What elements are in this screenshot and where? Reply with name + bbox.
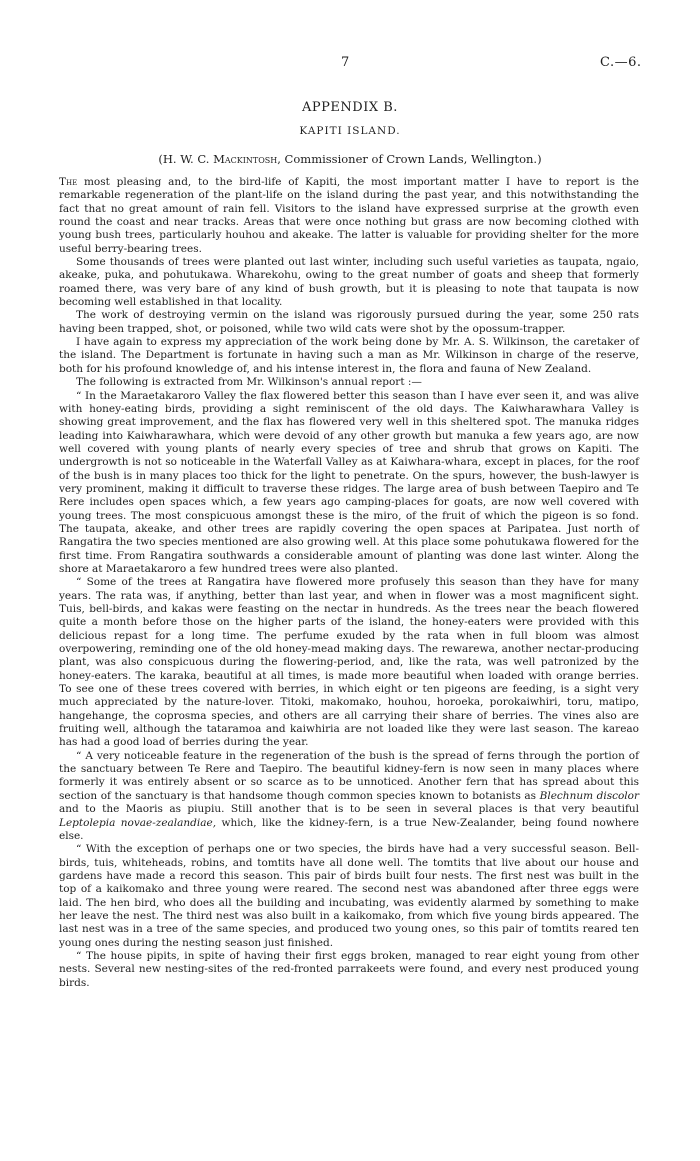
species-name-blechnum: Blechnum discolor	[539, 789, 639, 802]
paragraph-8-text-c: which, like the kidney-fern, is a true New-Zealander, being found nowhere else.	[59, 816, 640, 842]
paragraph-8-text-a: “ A very noticeable feature in the regeneration of the bush is the spread of ferns through the portion of the sanctuary between Te Rere and Taepiro. The beautiful kidney-fern is now seen in many places where formerly it was entirely absent or so scarce as to be unnoticed. Another fern that has spread about this section of the sanctuary is that handsome though common species known to botanists as	[59, 749, 639, 802]
paragraph-7: “ Some of the trees at Rangatira have flowered more profusely this season than they have for many years. The rata was, if anything, better than last year, and when in flower was a most magnificent sight. Tuis, bell-birds, and kakas were feasting on the nectar in hundreds. As the trees near the beach flowered quite a month before those on the higher parts of the island, the honey-eaters were provided with this delicious repast for a long time. The perfume exuded by the rata when in full bloom was almost overpowering, reminding one of the old honey-mead making days. The rewarewa, another nectar-producing plant, was also conspicuous during the flowering-period, and, like the rata, was well patronized by the honey-eaters. The karaka, beautiful at all times, is made more beautiful when loaded with orange berries. To see one of these trees covered with berries, in which eight or ten pigeons are feeding, is a sight very much appreciated by the nature-lover. Titoki, makomako, houhou, horoeka, porokaiwhiri, toru, matipo, hangehange, the coprosma species, and others are all carrying their share of berries. The vines also are fruiting well, although the tataramoa and kaiwhiria are not loaded like they were last season. The kareao has had a good load of berries during the year.	[59, 576, 639, 749]
paragraph-2: Some thousands of trees were planted out last winter, including such useful varieties as taupata, ngaio, akeake, puka, and pohutukawa. Wharekohu, owing to the great number of goats and sheep that formerly roamed there, was very bare of any kind of bush growth, but it is pleasing to note that taupata is now becoming well established in that locality.	[59, 256, 639, 309]
byline-name: Mackintosh	[213, 152, 278, 166]
paragraph-9: “ With the exception of perhaps one or two species, the birds have had a very successful season. Bell-birds, tuis, whiteheads, robins, and tomtits have all done well. The tomtits that live about our house and gardens have made a record this season. This pair of birds built four nests. The first nest was built in the top of a kaikomako and three young were reared. The second nest was abandoned after three eggs were laid. The hen bird, who does all the building and incubating, was evidently alarmed by something to make her leave the nest. The third nest was also built in a kaikomako, from which five young birds appeared. The last nest was in a tree of the same species, and produced two young ones, so this pair of tomtits reared ten young ones during the nesting season just finished.	[59, 843, 639, 949]
page-number: 7	[341, 55, 350, 70]
paragraph-8-text-b: and to the Maoris as piupiu. Still another that is to be seen in several places is that very beautiful	[59, 803, 639, 816]
paragraph-lead-word: The	[59, 176, 78, 188]
paragraph-1-text: most pleasing and, to the bird-life of Kapiti, the most important matter I have to report is the remarkable regeneration of the plant-life on the island during the past year, and this notwithstanding the fact that no great amount of rain fell. Visitors to the island have expressed surprise at the growth even round the coast and near tracks. Areas that were once nothing but grass are now becoming clothed with young bush trees, particularly houhou and akeake. The latter is valuable for providing shelter for the more useful berry-bearing trees.	[59, 176, 639, 255]
paragraph-4: I have again to express my appreciation of the work being done by Mr. A. S. Wilkinson, the caretaker of the island. The Department is fortunate in having such a man as Mr. Wilkinson in charge of the reserve, both for his profound knowledge of, and his intense interest in, the flora and fauna of New Zealand.	[59, 336, 639, 375]
appendix-heading: APPENDIX B.	[302, 100, 398, 115]
paragraph-5: The following is extracted from Mr. Wilkinson's annual report :—	[76, 376, 422, 389]
paragraph-8	[59, 750, 639, 843]
species-name-leptolepia: Leptolepia novae-zealandiae,	[59, 816, 217, 829]
byline	[0, 152, 700, 166]
paragraph-3: The work of destroying vermin on the island was rigorously pursued during the year, some 250 rats having been trapped, shot, or poisoned, while two wild cats were shot by the opossum-trapper.	[59, 309, 639, 335]
byline-rest: , Commissioner of Crown Lands, Wellington.)	[277, 152, 542, 166]
section-title: KAPITI ISLAND.	[299, 125, 401, 137]
paragraph-1	[59, 176, 639, 256]
paragraph-6: “ In the Maraetakaroro Valley the flax flowered better this season than I have ever seen it, and was alive with honey-eating birds, providing a sight reminiscent of the old days. The Kaiwharawhara Valley is showing great improvement, and the flax has flowered very well in this sheltered spot. The manuka ridges leading into Kaiwharawhara, which were devoid of any other growth but manuka a few years ago, are now well covered with young plants of nearly every species of tree and shrub that grows on Kapiti. The undergrowth is not so noticeable in the Waterfall Valley as at Kaiwhara-whara, except in places, for the roof of the bush is in many places too thick for the light to penetrate. On the spurs, however, the bush-lawyer is very prominent, making it difficult to traverse these ridges. The large area of bush between Taepiro and Te Rere includes open spaces which, a few years ago camping-places for goats, are now well covered with young trees. The most conspicuous amongst these is the miro, of the fruit of which the pigeon is so fond. The taupata, akeake, and other trees are rapidly covering the open spaces at Paripatea. Just north of Rangatira the two species mentioned are also growing well. At this place some pohutukawa flowered for the first time. From Rangatira southwards a considerable amount of planting was done last winter. Along the shore at Maraetakaroro a few hundred trees were also planted.	[59, 389, 639, 575]
paragraph-10: “ The house pipits, in spite of having their first eggs broken, managed to rear eight young from other nests. Several new nesting-sites of the red-fronted parrakeets were found, and every nest produced young birds.	[59, 949, 639, 989]
document-reference: C.—6.	[600, 55, 642, 70]
byline-open: (H. W. C.	[158, 152, 214, 166]
body-text	[59, 176, 639, 990]
